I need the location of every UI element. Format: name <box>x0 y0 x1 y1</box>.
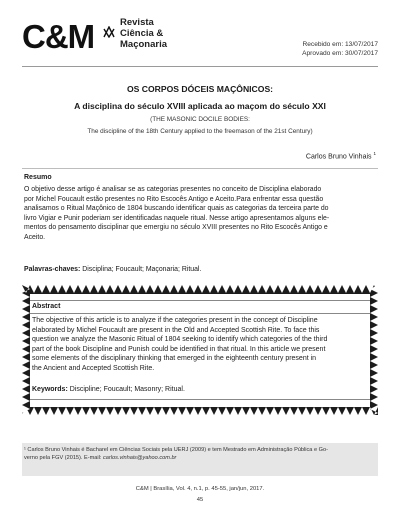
submission-dates <box>302 40 378 58</box>
section-divider <box>22 168 378 169</box>
footnote <box>24 446 374 462</box>
resumo-keywords <box>24 266 201 273</box>
resumo-heading: Resumo <box>24 174 52 181</box>
received-date: Recebido em: 13/07/2017 <box>302 41 378 48</box>
abstract-line: question we analyze the Masonic Ritual of 1804 seeking to identify which categories of the third <box>32 336 328 344</box>
resumo-line: O objetivo desse artigo é analisar se as categorias presentes no conceito de Disciplina elaborado <box>24 186 322 193</box>
keywords-label: Palavras-chaves: <box>24 266 81 273</box>
header-divider <box>22 66 378 67</box>
journal-name-line: Ciência & <box>120 28 164 39</box>
abstract-line: elaborated by Michel Foucault are present in the Old and Accepted Scottish Rite. To face this <box>32 326 320 334</box>
resumo-line: analisamos o Ritual Maçônico de 1804 buscando identificar quais as categorias da terceira parte do <box>24 205 329 212</box>
square-compass-icon <box>103 26 115 38</box>
abstract-line: part of the book Discipline and Punish could be identified in that ritual. In this article we present <box>32 345 326 353</box>
article-subtitle: A disciplina do século XVIII aplicada ao maçom do século XXI <box>74 101 326 111</box>
abstract-keywords-label: Keywords: <box>32 386 68 393</box>
abstract-line: the Ancient and Accepted Scottish Rite. <box>32 364 155 372</box>
abstract-body <box>32 316 368 374</box>
journal-name <box>120 17 167 50</box>
journal-name-line: Maçonaria <box>120 39 167 50</box>
abstract-line: some elements of the disciplinary thinking that emerged in the eighteenth century present in <box>32 355 317 363</box>
abstract-keywords-text: Discipline; Foucault; Masonry; Ritual. <box>67 386 185 393</box>
english-subtitle: The discipline of the 18th Century applied to the freemason of the 21st Century) <box>87 128 313 135</box>
keywords-text: Disciplina; Foucault; Maçonaria; Ritual. <box>80 266 202 273</box>
resumo-line: mentos do pensamento disciplinar que emergiu no século XVIII presentes no Rito Escocês Antigo e <box>24 224 328 231</box>
approved-date: Aprovado em: 30/07/2017 <box>302 50 378 57</box>
citation-line: C&M | Brasília, Vol. 4, n.1, p. 45-55, jan/jun, 2017. <box>135 486 265 492</box>
article-title: OS CORPOS DÓCEIS MAÇÔNICOS: <box>126 84 274 94</box>
abstract-keywords <box>32 386 185 393</box>
abstract-line: The objective of this article is to analyze if the categories present in the concept of Discipline <box>32 317 318 324</box>
resumo-body <box>24 185 378 242</box>
footnote-line: ¹ Carlos Bruno Vinhais é Bacharel em Ciências Sociais pela UERJ (2009) e tem Mestrado em Administração Pública e Go- <box>24 447 328 453</box>
abstract-bottom-rule <box>30 399 370 400</box>
author-name <box>306 151 376 160</box>
abstract-heading-rule <box>30 313 370 314</box>
footnote-line <box>24 454 374 462</box>
page-number: 45 <box>196 497 204 503</box>
resumo-line: por Michel Foucault estão presentes no Rito Escocês Antigo e Aceito.Para enfrentar essa questão <box>24 195 324 203</box>
journal-name-line: Revista <box>120 17 154 28</box>
resumo-line: Aceito. <box>24 233 46 241</box>
author-email-link[interactable]: carlos.vinhais@yahoo.com.br <box>102 455 177 461</box>
footnote-text: verno pela FGV (2015). E-mail: <box>24 455 103 461</box>
journal-logo: C&M <box>22 18 95 55</box>
author-footnote-marker: 1 <box>373 151 376 156</box>
abstract-heading: Abstract <box>32 303 61 310</box>
resumo-line: livro Vigiar e Punir poderiam ser identificadas naquele ritual. Nesse artigo apresentamos alguns ele- <box>24 214 330 222</box>
author-text: Carlos Bruno Vinhais <box>305 153 372 161</box>
english-title: (THE MASONIC DOCILE BODIES: <box>150 116 250 123</box>
abstract-top-rule <box>30 300 370 301</box>
